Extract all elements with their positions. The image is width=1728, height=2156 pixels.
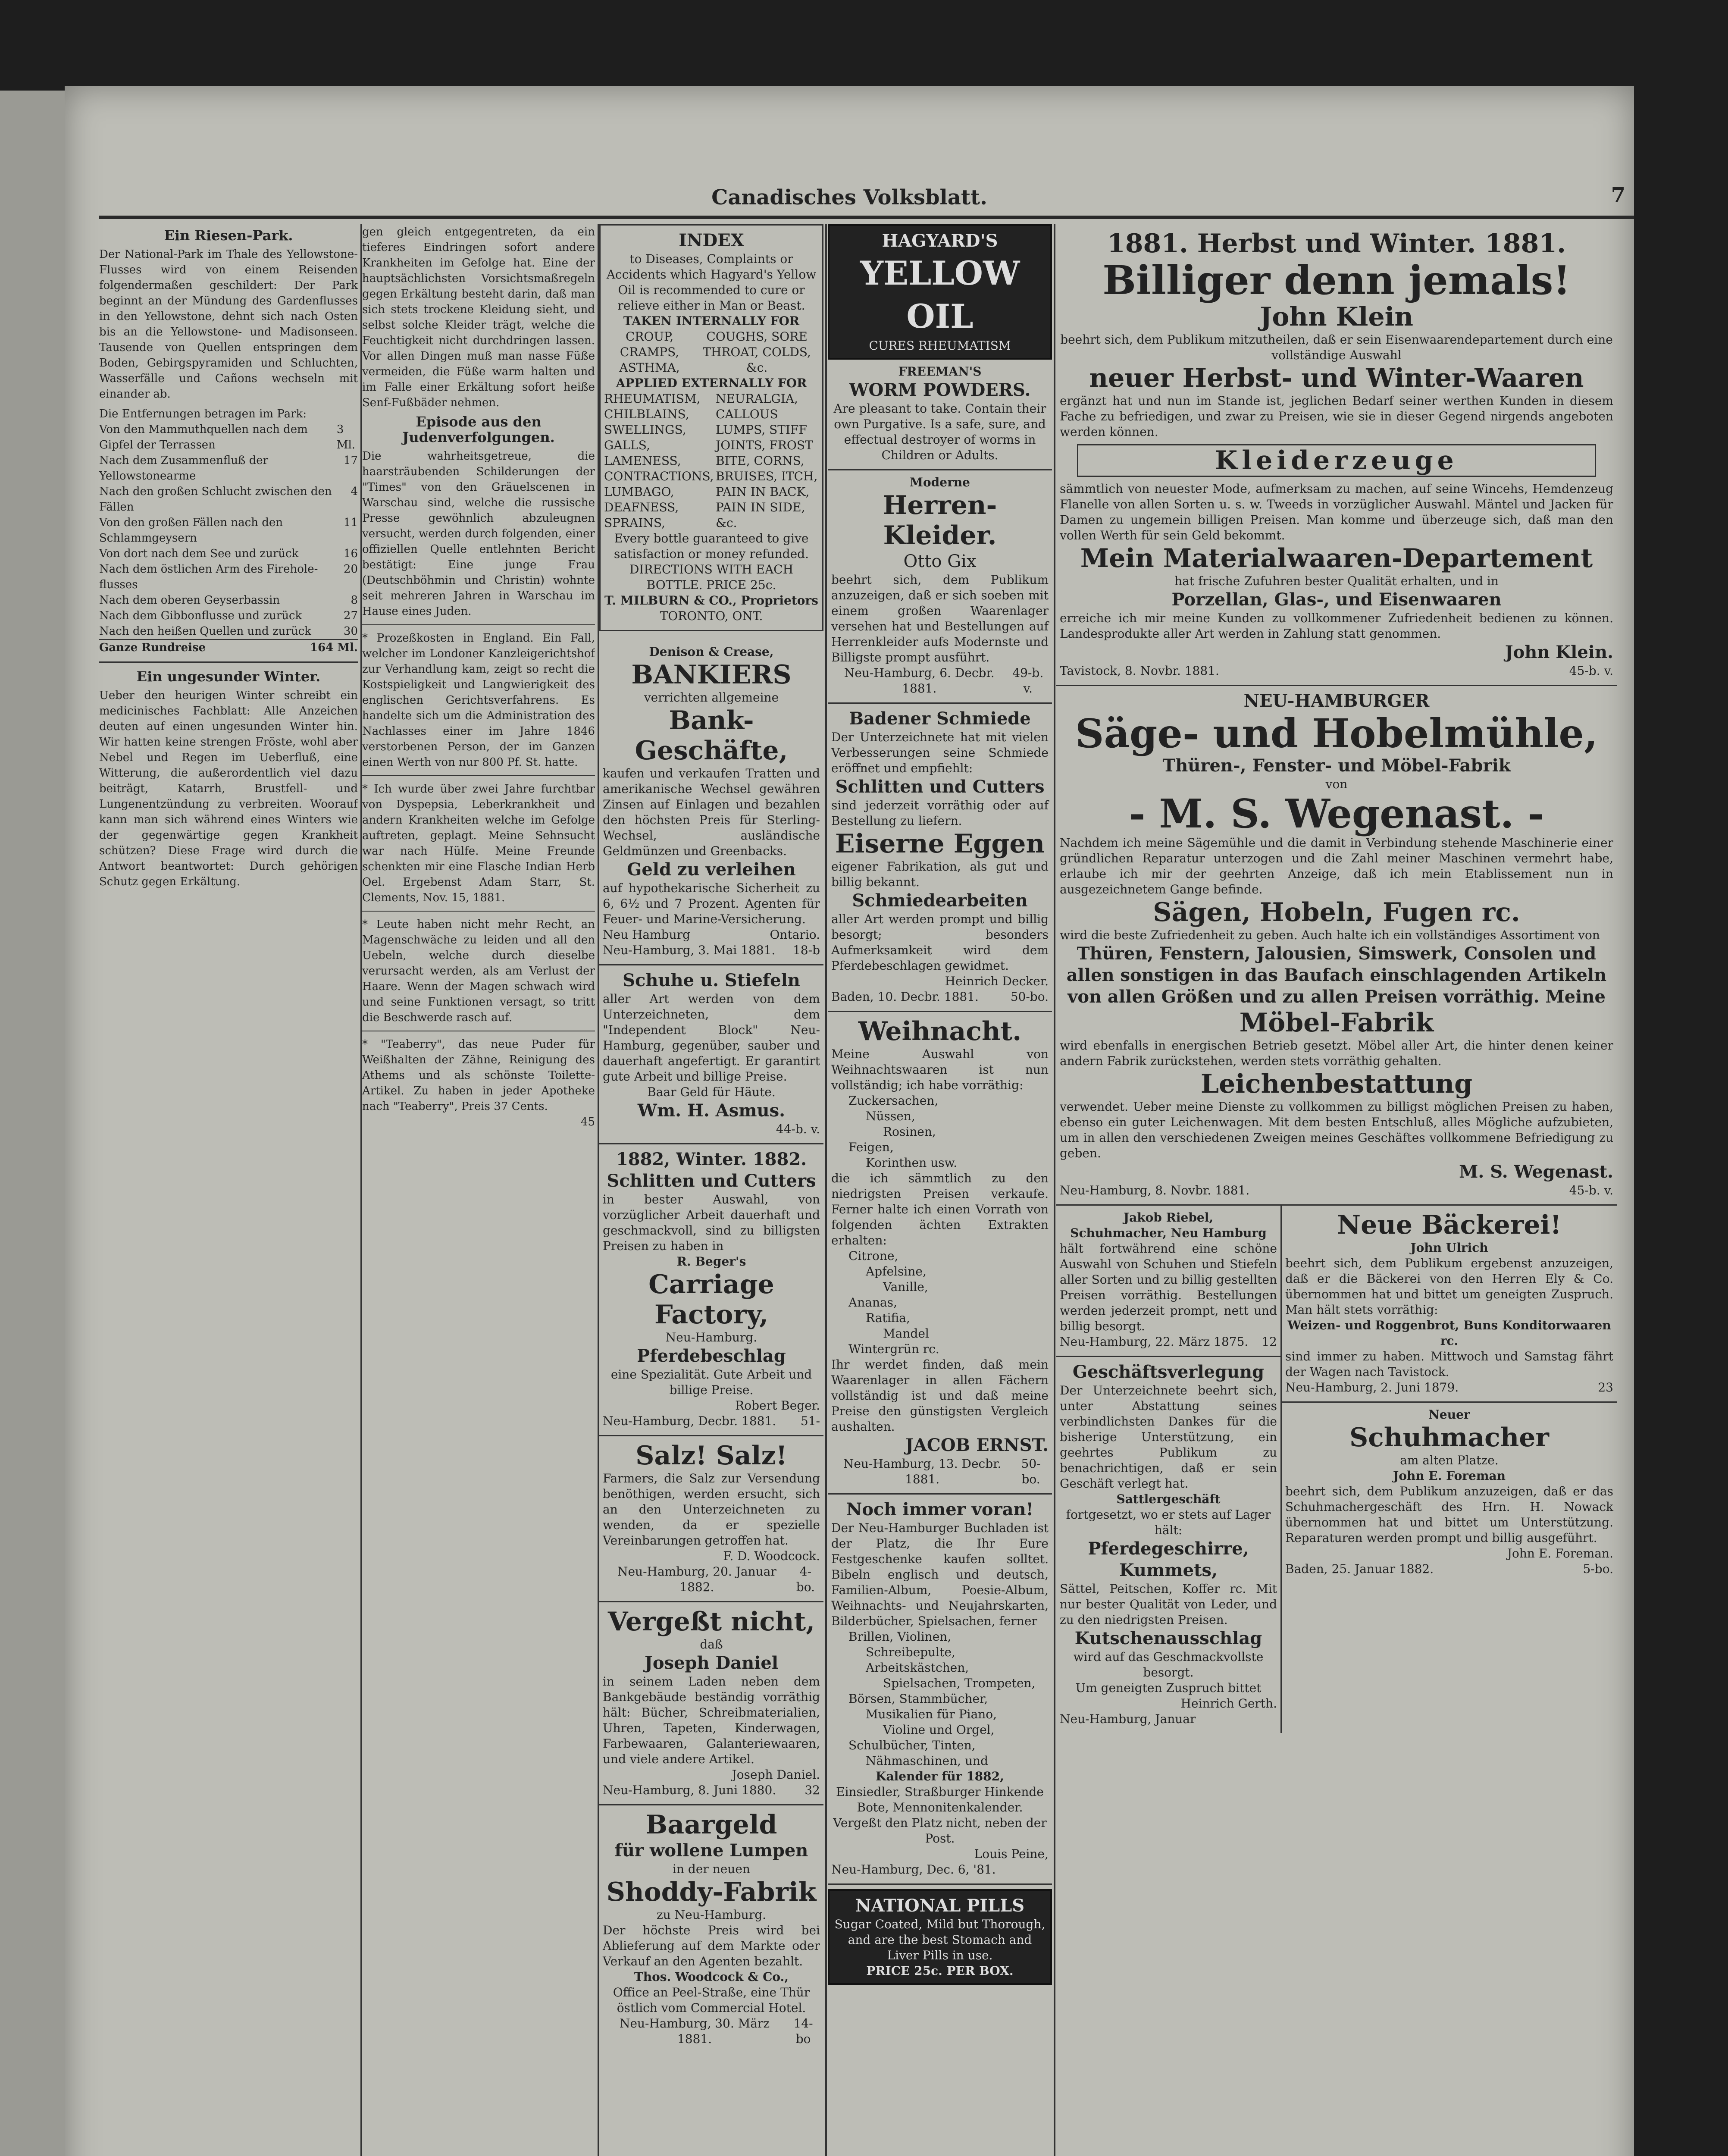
bakery-ad: Neue Bäckerei! John Ulrich beehrt sich, dem Publikum ergebenst anzuzeigen, daß er die Bäckerei von den Herren Ely & Co. übernommen hat und bittet um geneigten Zuspruch. Man hält stets vorräthig: Weizen- und Roggenbrot, Buns Konditorwaaren rc. sind immer zu haben. Mittwoch und Samstag fährt der Wagen nach Tavistock. Neu-Hamburg, 2. Juni 1879. 23 xyxy=(1282,1206,1617,1403)
list-item: Ratifia, xyxy=(866,1311,910,1325)
list-item: Citrone, xyxy=(848,1249,898,1263)
list-item: Apfelsine, xyxy=(866,1264,927,1279)
distance-row: Nach den großen Schlucht zwischen den Fällen 4 xyxy=(99,485,358,514)
bank-ad: Denison & Crease, BANKIERS verrichten allgemeine Bank-Geschäfte, kaufen und verkaufen Tratten und amerikanische Wechsel gewähren Zinsen auf Einlagen und bezahlen den höchsten Preis für Sterling-Wechsel, ausländische Geldmünzen und Greenbacks. Geld zu verleihen auf hypothekarische Sicherheit zu 6, 6½ und 7 Prozent. Agenten für Feuer- und Marine-Versicherung. Neu Hamburg Ontario. Neu-Hamburg, 3. Mai 1881. 18-b xyxy=(599,640,823,965)
distances-table xyxy=(99,422,358,639)
daniel-ad: Vergeßt nicht, daß Joseph Daniel in seinem Laden neben dem Bankgebäude beständig vorräthig hält: Bücher, Schreibmaterialien, Uhren, Tapeten, Kinderwagen, Farbewaaren, Galanteriewaaren, und viele andere Artikel. Joseph Daniel. Neu-Hamburg, 8. Juni 1880. 32 xyxy=(599,1602,823,1805)
article-title: Ein Riesen-Park. xyxy=(164,227,293,244)
header-rule xyxy=(99,216,1634,219)
article-title: Episode aus den Judenverfolgungen. xyxy=(402,414,555,445)
distances-total: Ganze Rundreise 164 Ml. xyxy=(99,639,358,655)
gix-ad: Moderne Herren-Kleider. Otto Gix beehrt sich, dem Publikum anzuzeigen, daß er sich soeben mit einem großen Waarenlager versehen hat und Bestellungen auf Herrenkleider aufs Modernste und Billigste prompt ausführt. Neu-Hamburg, 6. Decbr. 1881. 49-b. v. xyxy=(828,470,1052,704)
shoddy-ad: Baargeld für wollene Lumpen in der neuen Shoddy-Fabrik zu Neu-Hamburg. Der höchste Preis wird bei Ablieferung auf dem Markte oder Verkauf an den Agenten bezahlt. Thos. Woodcock & Co., Office an Peel-Straße, eine Thür östlich vom Commercial Hotel. Neu-Hamburg, 30. März 1881. 14-bo xyxy=(603,1810,820,2046)
column-4 xyxy=(828,224,1052,2156)
article-text: * Prozeßkosten in England. Ein Fall, welcher im Londoner Kanzleigerichtshof zur Verhandlung kam, zeigt so recht die Kostspieligkeit und Langwierigkeit des englischen Gerichtsverfahrens. Es handelte sich um die Administration des Nachlasses einer im Jahre 1846 verstorbenen Person, der im Ganzen einen Werth von nur 800 Pf. St. hatte. xyxy=(362,632,595,769)
article-text: gen gleich entgegentreten, da ein tieferes Eindringen sofort andere Krankheiten im Gefolge hat. Eine der hauptsächlichsten Vorsichtsmaßregeln gegen Erkältung besteht darin, daß man sich stets trockene Kleidung sieht, und selbst solche Kleider trägt, welche die Feuchtigkeit nicht durchdringen lassen. Vor allen Dingen muß man nasse Füße vermeiden, die Füße warm halten und im Falle einer Erkältung sofort heiße Senf-Fußbäder nehmen. xyxy=(362,226,595,409)
carriage-ad: 1882, Winter. 1882. Schlitten und Cutters in bester Auswahl, von vorzüglicher Arbeit dauerhaft und geschmackvoll, sind zu billigsten Preisen zu haben in R. Beger's Carriage Factory, Neu-Hamburg. Pferdebeschlag eine Spezialität. Gute Arbeit und billige Preise. Robert Beger. Neu-Hamburg, Decbr. 1881. 51- xyxy=(599,1144,823,1436)
distance-row: Von dort nach dem See und zurück 16 xyxy=(99,547,358,560)
article-text: * Ich wurde über zwei Jahre furchtbar von Dyspepsia, Leberkrankheit und andern Krankheiten welche im Gefolge auftreten, geplagt. Meine Sehnsucht war nach Hülfe. Meine Freunde schenkten mir eine Flasche Indian Herb Oel. Ergebenst Adam Starr, St. Clements, Nov. 15, 1881. xyxy=(362,783,595,904)
page-number: 7 xyxy=(1611,183,1625,207)
list-item: Nüssen, xyxy=(866,1109,915,1123)
article-text: * Leute haben nicht mehr Recht, an Magenschwäche zu leiden und all den Uebeln, welche durch dieselbe verursacht werden, als am Verlust der Haare. Wenn der Magen schwach wird und seine Funktionen versagt, so tritt die Beschwerde rasch auf. xyxy=(362,918,595,1024)
previous-page-edge xyxy=(0,91,65,2156)
column-3 xyxy=(599,224,823,2156)
list-item: Ananas, xyxy=(848,1295,897,1310)
list-item: Spielsachen, Trompeten, xyxy=(883,1676,1036,1690)
list-item: Violine und Orgel, xyxy=(883,1723,995,1737)
national-pills-ad: NATIONAL PILLS Sugar Coated, Mild but Thorough, and are the best Stomach and Liver Pills in use. PRICE 25c. PER BOX. xyxy=(828,1889,1052,1985)
christmas-ad: Weihnacht. Meine Auswahl von Weihnachtswaaren ist nun vollständig; ich habe vorräthig: Zuckersachen, Nüssen, Rosinen, Feigen, Korinthen usw. die ich sämmtlich zu den niedrigsten Preisen verkaufe. Ferner halte ich einen Vorrath von folgenden ächten Extrakten erhalten: Citrone, Apfelsine, Vanille, Ananas, Ratifia, Mandel Wintergrün rc. Ihr werdet finden, daß mein Waarenlager in allen Fächern vollständig ist und daß meine Preise den günstigsten Vergleich aushalten. JACOB ERNST. Neu-Hamburg, 13. Decbr. 1881. 50-bo. xyxy=(828,1012,1052,1495)
article-text: Die wahrheitsgetreue, die haarsträubenden Schilderungen der "Times" von den Gräuelscenen in Warschau sind, welche die russische Presse gewöhnlich abzuleugnen versucht, werden durch folgenden, einer offiziellen Quelle entlehnten Bericht bestätigt: Eine junge Frau (Deutschböhmin und Christin) wohnte seit mehreren Jahren in Warschau im Hause eines Juden. xyxy=(362,450,595,618)
index-ad: INDEX to Diseases, Complaints or Accidents which Hagyard's Yellow Oil is recommended to cure or relieve either in Man or Beast. TAKEN INTERNALLY FOR CROUP, CRAMPS, ASTHMA, COUGHS, SORE THROAT, COLDS, &c. APPLIED EXTERNALLY FOR RHEUMATISM, CHILBLAINS, SWELLINGS, GALLS, LAMENESS, CONTRACTIONS, LUMBAGO, DEAFNESS, SPRAINS, NEURALGIA, CALLOUS LUMPS, STIFF JOINTS, FROST BITE, CORNS, BRUISES, ITCH, PAIN IN BACK, PAIN IN SIDE, &c. Every bottle guaranteed to give satisfaction or money refunded. DIRECTIONS WITH EACH BOTTLE. PRICE 25c. T. MILBURN & CO., Proprietors TORONTO, ONT. xyxy=(599,224,823,631)
bookstore-ad: Noch immer voran! Der Neu-Hamburger Buchladen ist der Platz, die Ihr Eure Festgeschenke kaufen solltet. Bibeln englisch und deutsch, Familien-Album, Poesie-Album, Weihnachts- und Neujahrskarten, Bilderbücher, Spielsachen, ferner Brillen, Violinen, Schreibepulte, Arbeitskästchen, Spielsachen, Trompeten, Börsen, Stammbücher, Musikalien für Piano, Violine und Orgel, Schulbücher, Tinten, Nähmaschinen, und Kalender für 1882, Einsiedler, Straßburger Hinkende Bote, Mennonitenkalender. Vergeßt den Platz nicht, neben der Post. Louis Peine, Neu-Hamburg, Dec. 6, '81. xyxy=(828,1495,1052,1885)
list-item: Mandel xyxy=(883,1326,929,1341)
distance-row: Nach dem oberen Geyserbassin 8 xyxy=(99,594,358,607)
item-list xyxy=(831,1629,1049,1769)
bottom-ads xyxy=(1056,1206,1617,1733)
wegenast-ad: NEU-HAMBURGER Säge- und Hobelmühle, Thüren-, Fenster- und Möbel-Fabrik von - M. S. Wegenast. - Nachdem ich meine Sägemühle und die damit in Verbindung stehende Maschinerie einer gründlichen Reparatur unterzogen und die Zahl meiner Maschinen vermehrt habe, erlaube ich mir der geehrten Anzeige, daß ich mein Etablissement nun in ausgezeichnetem Gange befinde. Sägen, Hobeln, Fugen rc. wird die beste Zufriedenheit zu geben. Auch halte ich ein vollständiges Assortiment von Thüren, Fenstern, Jalousien, Simswerk, Consolen und allen sonstigen in das Baufach einschlagenden Artikeln von allen Größen und zu allen Preisen vorräthig. Meine Möbel-Fabrik wird ebenfalls in energischen Betrieb gesetzt. Möbel aller Art, die hinter denen keiner andern Fabrik zurückstehen, werden stets vorräthig gehalten. Leichenbestattung verwendet. Ueber meine Dienste zu vollkommen zu billigst möglichen Preisen zu haben, ebenso ein guter Leichenwagen. Mit dem besten Entschluß, alles Mögliche aufzubieten, um in allen den verschiedenen Zweigen meines Geschäftes vollkommene Befriedigung zu geben. M. S. Wegenast. Neu-Hamburg, 8. Novbr. 1881. 45-b. v. xyxy=(1056,686,1617,1206)
column-5 xyxy=(1056,224,1617,2156)
list-item: Musikalien für Piano, xyxy=(866,1707,997,1721)
list-item: Schreibepulte, Arbeitskästchen, xyxy=(866,1645,969,1675)
distance-row: Nach den heißen Quellen und zurück 30 xyxy=(99,625,358,638)
smithy-ad: Badener Schmiede Der Unterzeichnete hat mit vielen Verbesserungen seine Schmiede eröffnet und empfiehlt: Schlitten und Cutters sind jederzeit vorräthig oder auf Bestellung zu liefern. Eiserne Eggen eigener Fabrikation, als gut und billig bekannt. Schmiedearbeiten aller Art werden prompt und billig besorgt; besonders Aufmerksamkeit wird dem Pferdebeschlagen gewidmet. Heinrich Decker. Baden, 10. Decbr. 1881. 50-bo. xyxy=(828,704,1052,1012)
shoe-ad: Schuhe u. Stiefeln aller Art werden von dem Unterzeichneten, dem "Independent Block" Neu-Hamburg, gegenüber, sauber und dauerhaft angefertigt. Er garantirt gute Arbeit und billige Preise. Baar Geld für Häute. Wm. H. Asmus. 44-b. v. xyxy=(599,965,823,1144)
list-item: Brillen, Violinen, xyxy=(848,1630,952,1644)
distance-row: Nach dem Gibbonflusse und zurück 27 xyxy=(99,609,358,622)
list-item: Korinthen usw. xyxy=(866,1156,958,1170)
riebel-ad: Jakob Riebel, Schuhmacher, Neu Hamburg hält fortwährend eine schöne Auswahl von Schuhen und Stiefeln aller Sorten und zu billig gestellten Preisen vorräthig. Bestellungen werden jederzeit prompt, nett und billig besorgt. Neu-Hamburg, 22. März 1875. 12 xyxy=(1056,1206,1280,1357)
list-item: Rosinen, xyxy=(883,1125,936,1139)
list-item: Börsen, Stammbücher, xyxy=(848,1692,988,1706)
distance-row: Von den großen Fällen nach den Schlammgeysern 11 xyxy=(99,516,358,545)
gerth-ad: Geschäftsverlegung Der Unterzeichnete beehrt sich, unter Abstattung seines verbindlichsten Dankes für die bisherige Unterstützung, ein geehrtes Publikum zu benachrichtigen, daß er sein Geschäft verlegt hat. Sattlergeschäft fortgesetzt, wo er stets auf Lager hält: Pferdegeschirre, Kummets, Sättel, Peitschen, Koffer rc. Mit nur bester Qualität von Leder, und zu den niedrigsten Preisen. Kutschenausschlag wird auf das Geschmackvollste besorgt. Um geneigten Zuspruch bittet Heinrich Gerth. Neu-Hamburg, Januar xyxy=(1060,1362,1277,1726)
newspaper-page xyxy=(65,86,1634,2156)
yellow-oil-ad: HAGYARD'S YELLOW OIL CURES RHEUMATISM xyxy=(828,224,1052,360)
column-1 xyxy=(99,224,358,2122)
article-text: Ueber den heurigen Winter schreibt ein medicinisches Fachblatt: Alle Anzeichen deuten auf einen ungesunden Winter hin. Wir hatten keine strengen Fröste, wohl aber Nebel und Regen im Ueberfluß, eine Witterung, die außerordentlich viel dazu beiträgt, Katarrh, Brustfell- und Lungenentzündung zu verbreiten. Woorauf kann man sich während eines Winters wie der gegenwärtige gegen Krankheit schützen? Diese Frage wird durch die Antwort beantwortet: Durch gehörigen Schutz gegen Erkältung. xyxy=(99,689,358,888)
distance-row: Nach dem Zusammenfluß der Yellowstonearme 17 xyxy=(99,454,358,483)
list-item: Wintergrün rc. xyxy=(848,1342,939,1356)
list-item: Schulbücher, Tinten, xyxy=(848,1738,976,1752)
ad-number: 45 xyxy=(580,1116,595,1128)
column-2 xyxy=(362,224,595,2122)
column-divider xyxy=(825,224,827,2156)
list-item: Nähmaschinen, und xyxy=(866,1754,988,1768)
foreman-ad: Neuer Schuhmacher am alten Platze. John E. Foreman beehrt sich, dem Publikum anzuzeigen, daß er das Schuhmachergeschäft des Hrn. H. Nowack übernommen hat und bittet um Unterstützung. Reparaturen werden prompt und billig ausgeführt. John E. Foreman. Baden, 25. Januar 1882. 5-bo. xyxy=(1285,1407,1613,1576)
column-divider xyxy=(1054,224,1055,2156)
salt-ad: Salz! Salz! Farmers, die Salz zur Versendung benöthigen, werden ersucht, sich an den Unterzeichneten zu wenden, da er spezielle Vereinbarungen getroffen hat. F. D. Woodcock. Neu-Hamburg, 20. Januar 1882. 4-bo. xyxy=(599,1436,823,1602)
klein-ad: 1881. Herbst und Winter. 1881. Billiger denn jemals! John Klein beehrt sich, dem Publikum mitzutheilen, daß er sein Eisenwaarendepartement durch eine vollständige Auswahl neuer Herbst- und Winter-Waaren ergänzt hat und nun im Stande ist, jeglichen Bedarf seiner werthen Kunden in diesem Fache zu befriedigen, und zwar zu Preisen, wie sie in dieser Gegend nirgends angeboten werden können. Kleiderzeuge sämmtlich von neuester Mode, aufmerksam zu machen, auf seine Wincehs, Hemdenzeug Flanelle von allen Sorten u. s. w. Tweeds in vorzüglicher Auswahl. Mäntel und Jacken für Damen zu ungemein billigen Preisen. Man komme und überzeuge sich, daß man den vollen Werth für sein Geld bekommt. Mein Materialwaaren-Departement hat frische Zufuhren bester Qualität erhalten, und in Porzellan, Glas-, und Eisenwaaren erreiche ich mir meine Kunden zu vollkommener Zufriedenheit bedienen zu können. Landesprodukte aller Art werden in Zahlung statt genommen. John Klein. Tavistock, 8. Novbr. 1881. 45-b. v. xyxy=(1056,224,1617,686)
list-item: Zuckersachen, xyxy=(848,1094,939,1108)
masthead: Canadisches Volksblatt. xyxy=(711,185,987,210)
item-list xyxy=(831,1248,1049,1357)
list-item: Feigen, xyxy=(848,1140,894,1154)
distance-row: Nach dem östlichen Arm des Firehole-flusses 20 xyxy=(99,563,358,591)
distances-title: Die Entfernungen betragen im Park: xyxy=(99,407,307,420)
article-text: * "Teaberry", das neue Puder für Weißhalten der Zähne, Reinigung des Athems und als schönste Toilette-Artikel. Zu haben in jeder Apotheke nach "Teaberry", Preis 37 Cents. xyxy=(362,1038,595,1113)
worm-powders-ad: FREEMAN'S WORM POWDERS. Are pleasant to take. Contain their own Purgative. Is a safe, sure, and effectual destroyer of worms in Children or Adults. xyxy=(828,360,1052,470)
distance-row: Von den Mammuthquellen nach dem Gipfel der Terrassen 3 Ml. xyxy=(99,423,356,451)
article-text: Der National-Park im Thale des Yellowstone-Flusses wird von einem Reisenden folgendermaßen geschildert: Der Park beginnt an der Mündung des Gardenflusses in den Yellowstone, dehnt sich nach Osten bis an die Yellowstone- und Madisonseen. Tausende von Quellen entspringen dem Boden, Gebirgspyramiden und Schluchten, Wasserfälle und Cañons wechseln mit einander ab. xyxy=(99,248,358,401)
item-list xyxy=(831,1093,1049,1171)
article-title: Ein ungesunder Winter. xyxy=(136,668,321,685)
list-item: Vanille, xyxy=(883,1280,928,1294)
